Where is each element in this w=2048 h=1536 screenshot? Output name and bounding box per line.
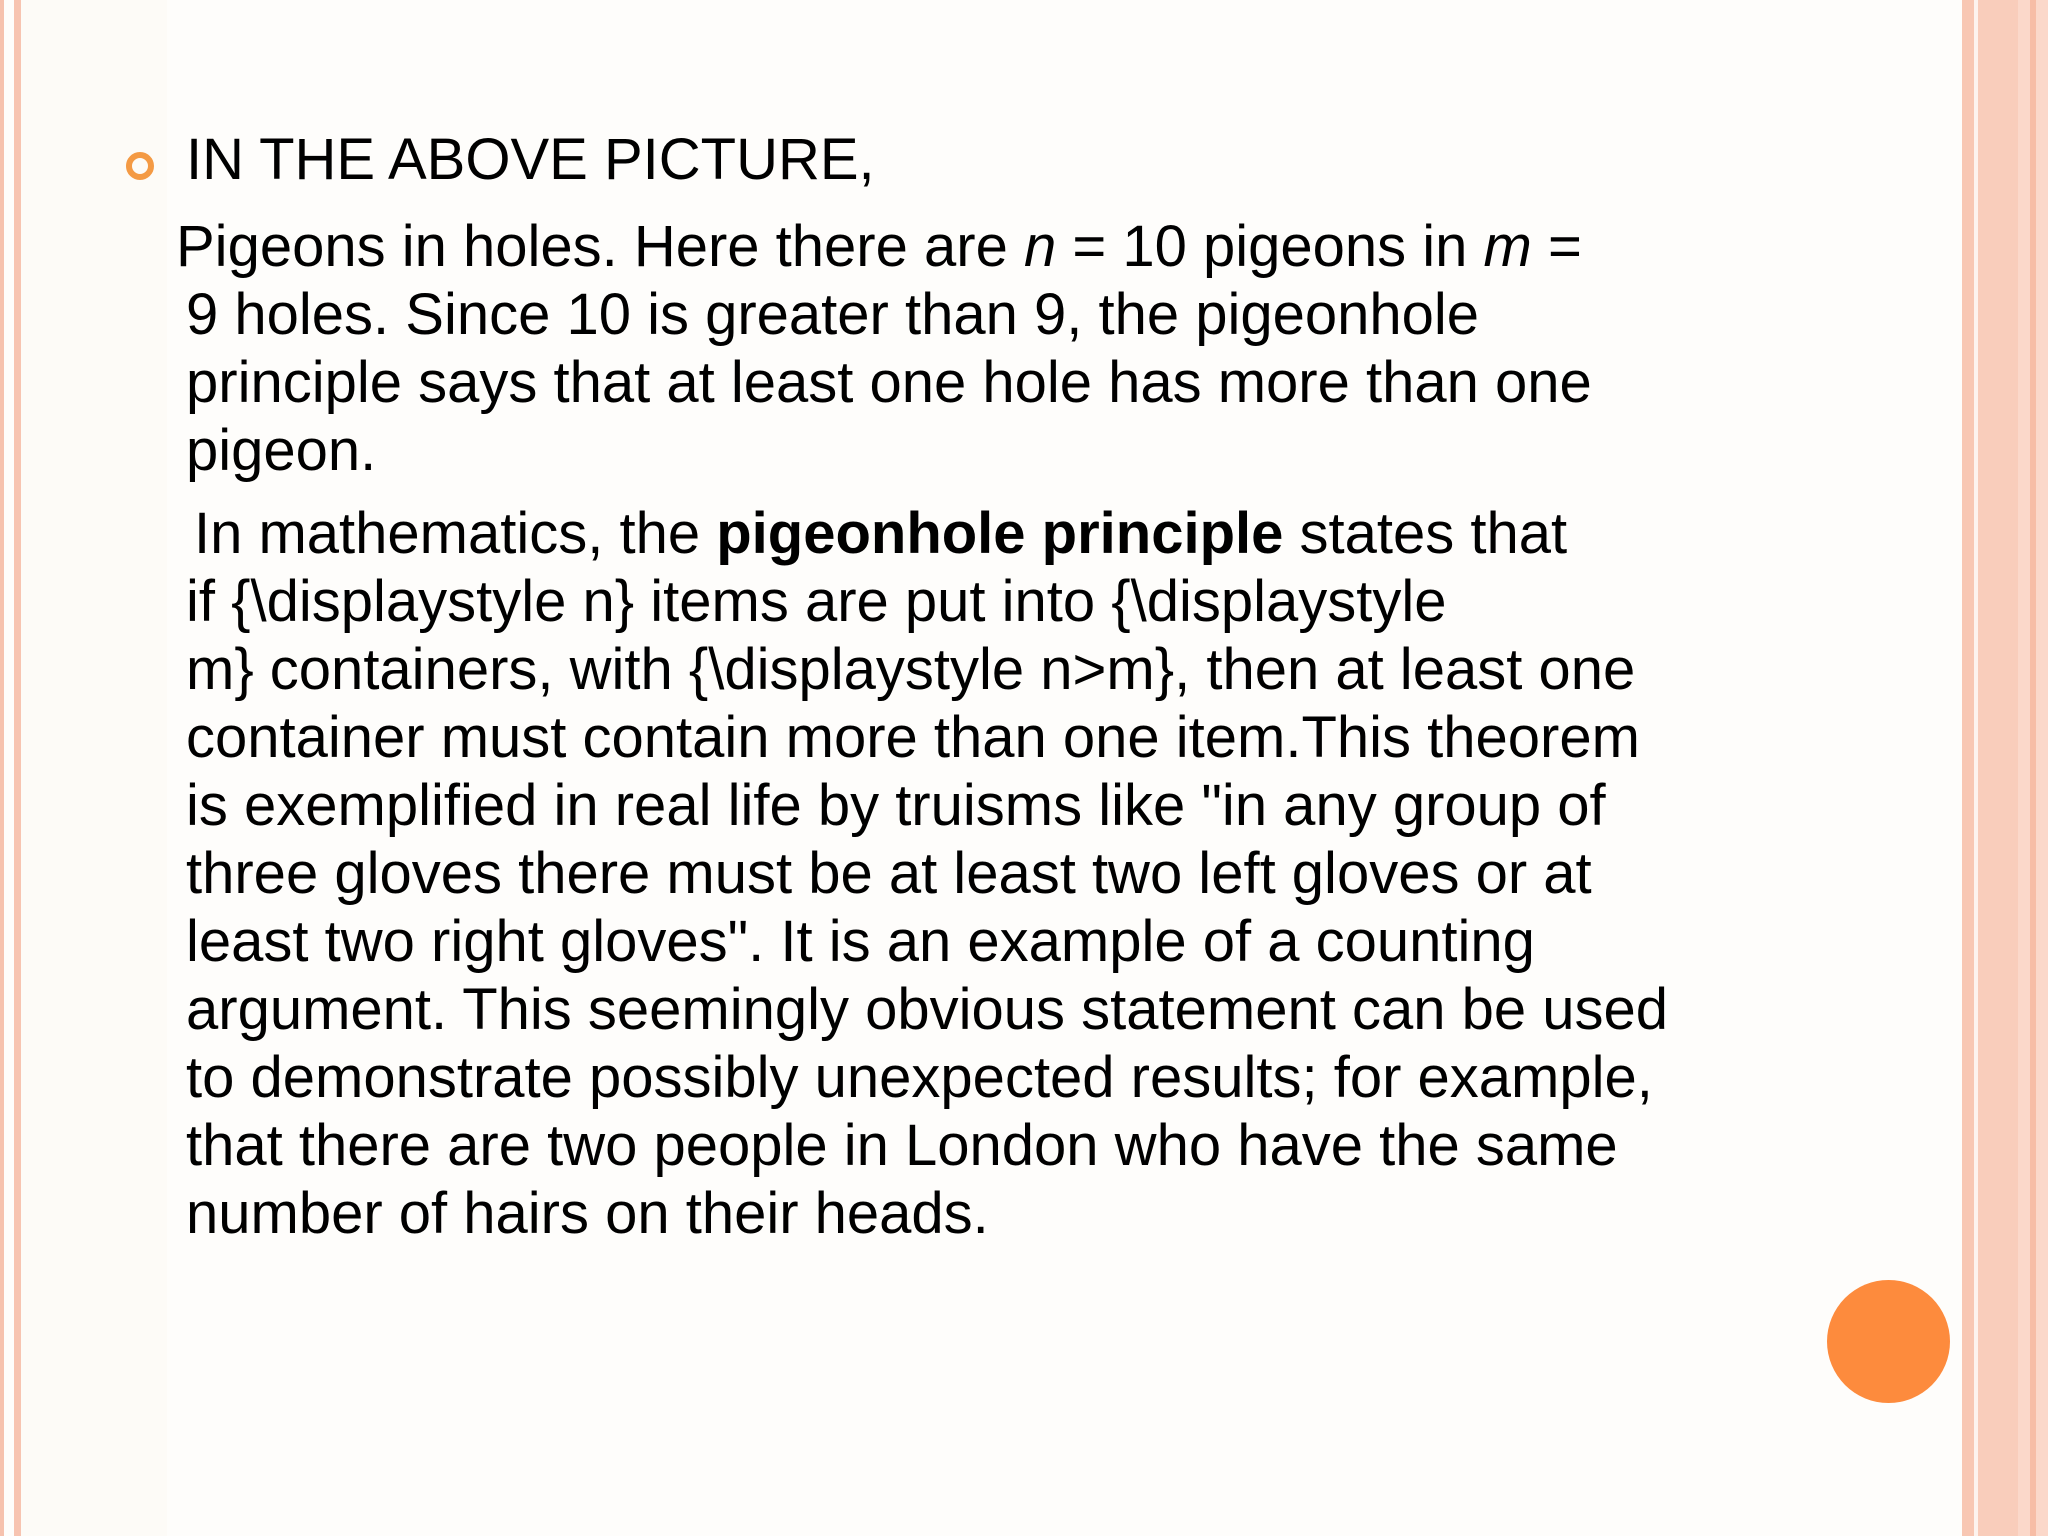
left-border-stripe <box>0 0 4 1536</box>
paragraph-line: m} containers, with {\displaystyle n>m}, then at least one <box>186 637 1636 702</box>
left-border-stripe <box>14 0 21 1536</box>
paragraph-line: In mathematics, the pigeonhole principle states that <box>194 501 1568 566</box>
paragraph-line: 9 holes. Since 10 is greater than 9, the pigeonhole <box>186 282 1480 347</box>
bullet-ring-icon <box>126 152 154 180</box>
paragraph-line: Pigeons in holes. Here there are n = 10 pigeons in m = <box>176 214 1582 279</box>
right-border-stripe <box>2030 0 2036 1536</box>
paragraph-line: to demonstrate possibly unexpected results; for example, <box>186 1045 1653 1110</box>
paragraph-principle <box>186 500 1668 1248</box>
decorative-circle <box>1827 1280 1950 1403</box>
paragraph-line: if {\displaystyle n} items are put into {\displaystyle <box>186 569 1447 634</box>
paragraph-line: least two right gloves". It is an example of a counting <box>186 909 1535 974</box>
paragraph-line: container must contain more than one item.This theorem <box>186 705 1640 770</box>
paragraph-line: that there are two people in London who have the same <box>186 1113 1618 1178</box>
right-border-stripe <box>1962 0 1974 1536</box>
right-border-stripe <box>1978 0 2018 1536</box>
left-margin-panel <box>21 0 167 1536</box>
paragraph-line: principle says that at least one hole has more than one <box>186 350 1592 415</box>
bold-term: pigeonhole principle <box>716 501 1284 566</box>
paragraph-pigeons <box>176 213 1592 485</box>
paragraph-line: argument. This seemingly obvious statement can be used <box>186 977 1668 1042</box>
paragraph-line: pigeon. <box>186 418 377 483</box>
paragraph-line: is exemplified in real life by truisms like "in any group of <box>186 773 1606 838</box>
paragraph-line: three gloves there must be at least two left gloves or at <box>186 841 1592 906</box>
slide-heading: IN THE ABOVE PICTURE, <box>186 127 875 192</box>
paragraph-line: number of hairs on their heads. <box>186 1181 989 1246</box>
